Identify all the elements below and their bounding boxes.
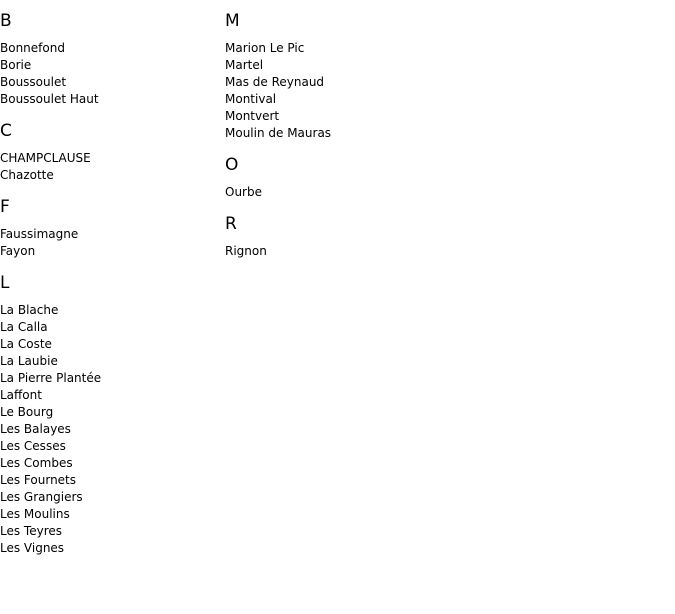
- place-link[interactable]: La Laubie: [0, 354, 58, 368]
- place-link[interactable]: Boussoulet: [0, 75, 67, 89]
- place-link[interactable]: CHAMPCLAUSE: [0, 151, 91, 165]
- place-link[interactable]: Bonnefond: [0, 41, 65, 55]
- place-link[interactable]: La Calla: [0, 320, 48, 334]
- place-link[interactable]: Ourbe: [225, 185, 262, 199]
- place-link[interactable]: Les Combes: [0, 456, 73, 470]
- letter-group-o: [225, 154, 445, 201]
- letter-group-c: [0, 120, 220, 184]
- place-link[interactable]: Chazotte: [0, 168, 54, 182]
- place-link[interactable]: Les Teyres: [0, 524, 63, 538]
- place-list: [225, 243, 445, 260]
- place-list: [225, 184, 445, 201]
- letter-group-r: [225, 213, 445, 260]
- place-link[interactable]: Montival: [225, 92, 277, 106]
- letter-heading: C: [0, 121, 12, 141]
- place-link[interactable]: Les Moulins: [0, 507, 70, 521]
- place-list: [0, 302, 220, 557]
- place-list: [0, 40, 220, 108]
- place-link[interactable]: Fayon: [0, 244, 36, 258]
- letter-group-m: [225, 10, 445, 142]
- letter-group-b: [0, 10, 220, 108]
- place-link[interactable]: Moulin de Mauras: [225, 126, 332, 140]
- left-column: [0, 0, 220, 569]
- place-link[interactable]: Les Balayes: [0, 422, 71, 436]
- place-link[interactable]: Le Bourg: [0, 405, 54, 419]
- place-link[interactable]: Montvert: [225, 109, 280, 123]
- place-link[interactable]: Marion Le Pic: [225, 41, 305, 55]
- letter-heading: M: [225, 11, 240, 31]
- letter-group-l: [0, 272, 220, 557]
- letter-heading: F: [0, 197, 10, 217]
- place-list: [0, 150, 220, 184]
- place-link[interactable]: Les Cesses: [0, 439, 66, 453]
- place-link[interactable]: Mas de Reynaud: [225, 75, 325, 89]
- place-link[interactable]: Laffont: [0, 388, 42, 402]
- place-link[interactable]: La Pierre Plantée: [0, 371, 102, 385]
- letter-heading: R: [225, 214, 237, 234]
- place-link[interactable]: Boussoulet Haut: [0, 92, 99, 106]
- place-list: [225, 40, 445, 142]
- place-link[interactable]: Les Grangiers: [0, 490, 83, 504]
- letter-group-f: [0, 196, 220, 260]
- place-link[interactable]: Les Fournets: [0, 473, 77, 487]
- letter-heading: B: [0, 11, 12, 31]
- right-column: [225, 0, 445, 272]
- place-link[interactable]: Les Vignes: [0, 541, 65, 555]
- place-link[interactable]: Faussimagne: [0, 227, 79, 241]
- letter-heading: O: [225, 155, 239, 175]
- place-link[interactable]: La Coste: [0, 337, 52, 351]
- place-link[interactable]: La Blache: [0, 303, 59, 317]
- letter-heading: L: [0, 273, 10, 293]
- place-link[interactable]: Borie: [0, 58, 32, 72]
- place-link[interactable]: Rignon: [225, 244, 267, 258]
- place-list: [0, 226, 220, 260]
- place-link[interactable]: Martel: [225, 58, 264, 72]
